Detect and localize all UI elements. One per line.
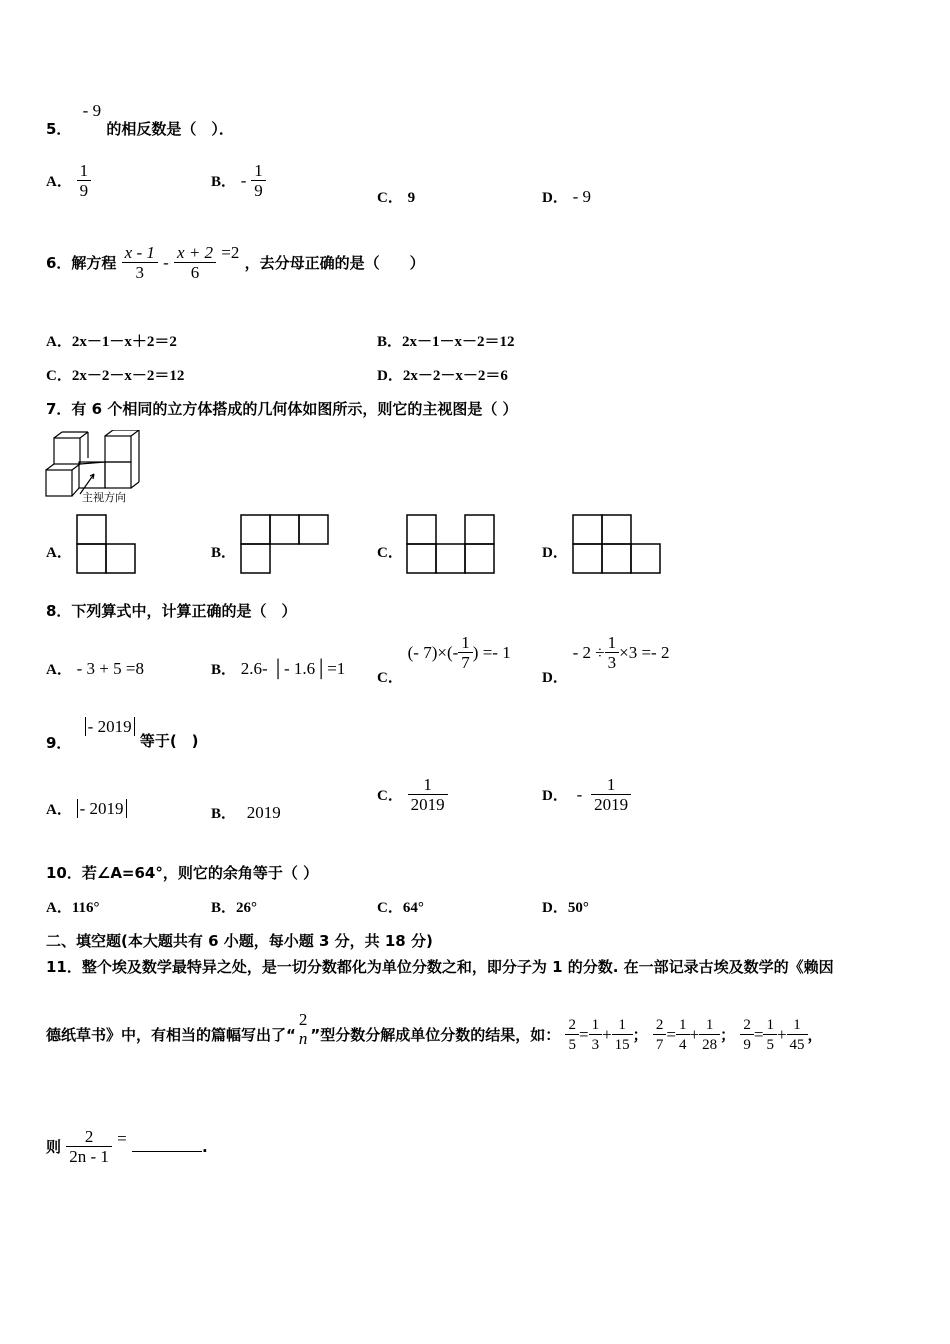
q11-ex3-equals: = (753, 1025, 764, 1044)
q11-ex1-b: $\frac{1}{3}$ (589, 1016, 603, 1055)
q11-ex2-b: $\frac{1}{4}$ (676, 1016, 690, 1055)
q5-stem (46, 101, 234, 144)
q9-option-c[interactable]: C． $\frac{1}{2019}$ (377, 776, 448, 815)
q5-expr: - 9 (82, 101, 102, 120)
q7-option-d-figure[interactable] (572, 514, 662, 574)
q9-c-fraction: $\frac{1}{2019}$ (408, 776, 448, 815)
q11-ex2-c: $\frac{1}{28}$ (699, 1016, 720, 1055)
q6-stem: 6．解方程 $\frac{x - 1}{3}$ - $\frac{x + 2}{6}$ =2 ，去分母正确的是（ ） (46, 243, 425, 282)
q5-option-a[interactable]: A． $\frac{1}{9}$ (46, 162, 91, 201)
q11-question-fraction: $\frac{2}{2n - 1}$ (66, 1128, 112, 1167)
q5-b-fraction: $\frac{1}{9}$ (251, 162, 266, 201)
q11-2-over-n: 2 n (298, 1009, 308, 1048)
q6-fraction-2: $\frac{x + 2}{6}$ (174, 244, 216, 283)
q8-stem: 8．下列算式中，计算正确的是（ ） (46, 602, 297, 620)
q11-ex1-c: $\frac{1}{15}$ (612, 1016, 633, 1055)
q11-line-2: 德纸草书》中，有相当的篇幅写出了“ 2 n ”型分数分解成单位分数的结果，如： $\frac{2}{5}$ = $\frac{1}{3}$ + $\frac{1}{15}$ ； $\frac{2}{7}$ = $\frac{1}{4}$ + $\frac{1}{28}$ ； $\frac{2}{9}$ = $\frac{1}{5}$ + $\frac{1}{45}$ ， (46, 1009, 823, 1053)
q9-abs-expr: - 2019 (85, 717, 135, 736)
q11-line-1: 11．整个埃及数学最特异之处，是一切分数都化为单位分数之和，即分子为 1 的分数. 在一部记录古埃及数学的《赖因 (46, 958, 834, 976)
q5-option-d[interactable]: D． - 9 (542, 187, 592, 206)
q7-option-d-label[interactable]: D． (542, 545, 568, 561)
q7-option-a-label[interactable]: A． (46, 545, 72, 561)
q8-option-b[interactable]: B． 2.6- │- 1.6│=1 (211, 659, 346, 678)
q7-stem: 7．有 6 个相同的立方体搭成的几何体如图所示，则它的主视图是（ ） (46, 400, 518, 418)
q5-number: 5． (46, 120, 72, 138)
q11-ex2-plus: + (689, 1025, 700, 1044)
q6-fraction-1: $\frac{x - 1}{3}$ (122, 244, 158, 283)
q8-d-fraction: $\frac{1}{3}$ (605, 634, 620, 673)
q7-figure-caption: 主视方向 (82, 491, 126, 504)
q7-option-a-figure[interactable] (76, 514, 136, 574)
q11-ex2-a: $\frac{2}{7}$ (653, 1016, 667, 1055)
q10-stem: 10．若∠A=64°，则它的余角等于（ ） (46, 864, 319, 882)
q9-option-b[interactable]: B． 2019 (211, 803, 281, 822)
q11-ex1-equals: = (578, 1025, 589, 1044)
q11-answer-blank[interactable] (132, 1137, 202, 1152)
q8-option-d[interactable]: D． - 2 ÷ $\frac{1}{3}$ ×3 =- 2 (542, 633, 670, 686)
q8-c-fraction: $\frac{1}{7}$ (458, 634, 473, 673)
q5-a-fraction: $\frac{1}{9}$ (77, 162, 92, 201)
q11-ex3-c: $\frac{1}{45}$ (787, 1016, 808, 1055)
q11-ex3-plus: + (776, 1025, 787, 1044)
q9-d-fraction: $\frac{1}{2019}$ (591, 776, 631, 815)
q6-option-b[interactable]: B．2x－1－x－2＝12 (377, 334, 515, 350)
q7-option-b-figure[interactable] (240, 514, 330, 574)
q9-option-a[interactable]: A． - 2019 (46, 798, 127, 819)
q11-line-3: 则 $\frac{2}{2n - 1}$ = . (46, 1127, 208, 1166)
q10-option-b[interactable]: B．26° (211, 900, 258, 916)
q5-text: 的相反数是（ ）． (106, 120, 234, 138)
section-2-heading: 二、填空题(本大题共有 6 小题，每小题 3 分，共 18 分) (46, 932, 433, 950)
q7-option-c-label[interactable]: C． (377, 545, 403, 561)
q8-option-a[interactable]: A． - 3 + 5 =8 (46, 659, 144, 678)
q11-ex2-equals: = (666, 1025, 677, 1044)
q8-option-c[interactable]: C． (- 7)×(- $\frac{1}{7}$ ) =- 1 (377, 633, 511, 686)
q7-option-b-label[interactable]: B． (211, 545, 237, 561)
q5-option-b[interactable]: B． - $\frac{1}{9}$ (211, 162, 266, 201)
q7-option-c-figure[interactable] (406, 514, 496, 574)
q9-option-d[interactable]: D． - $\frac{1}{2019}$ (542, 776, 631, 815)
q6-option-c[interactable]: C．2x－2－x－2＝12 (46, 368, 185, 384)
q11-ex1-plus: + (602, 1025, 612, 1044)
q6-option-a[interactable]: A．2x－1－x＋2＝2 (46, 334, 177, 350)
q10-option-d[interactable]: D．50° (542, 900, 589, 916)
q9-stem: 9． - 2019 等于( ) (46, 717, 199, 752)
q11-ex3-a: $\frac{2}{9}$ (740, 1016, 754, 1055)
q11-ex1-a: $\frac{2}{5}$ (565, 1016, 579, 1055)
q11-ex3-b: $\frac{1}{5}$ (763, 1016, 777, 1055)
q10-option-c[interactable]: C．64° (377, 900, 424, 916)
q10-option-a[interactable]: A．116° (46, 900, 100, 916)
q6-option-d[interactable]: D．2x－2－x－2＝6 (377, 368, 508, 384)
q5-option-c[interactable]: C． 9 (377, 190, 416, 206)
